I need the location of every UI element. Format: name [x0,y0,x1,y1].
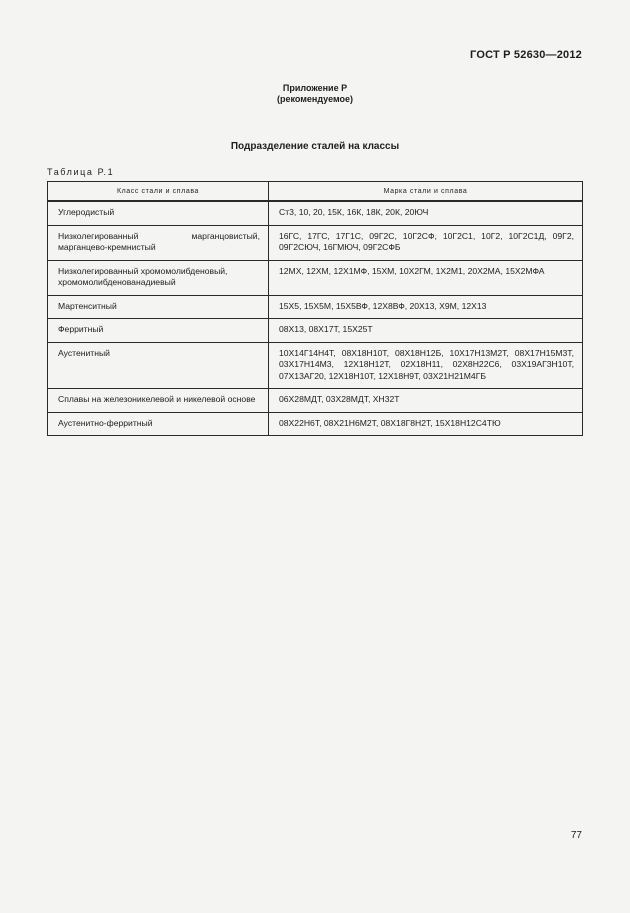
steel-grades-cell: 08Х22Н6Т, 08Х21Н6М2Т, 08Х18Г8Н2Т, 15Х18Н12С4ТЮ [269,412,583,436]
table-row [48,342,583,389]
steel-class-cell: Низколегированный хромомолибденовый, хромомолибденованадиевый [48,260,269,295]
table-header-row [48,182,583,202]
steel-grades-cell: 06Х28МДТ, 03Х28МДТ, ХН32Т [269,389,583,413]
table-row [48,295,583,319]
table-row [48,412,583,436]
steel-grades-cell: 08Х13, 08Х17Т, 15Х25Т [269,319,583,343]
section-title: Подразделение сталей на классы [230,141,400,152]
standard-number: ГОСТ Р 52630—2012 [470,49,582,61]
table-row [48,201,583,225]
steel-class-cell: Мартенситный [48,295,269,319]
appendix-title: Приложение Р [282,83,348,93]
steel-class-cell: Аустенитно-ферритный [48,412,269,436]
steel-classes-table [47,181,583,436]
steel-grades-cell: Ст3, 10, 20, 15К, 16К, 18К, 20К, 20ЮЧ [269,201,583,225]
page-number: 77 [570,830,582,841]
table-row [48,319,583,343]
column-header-class: Класс стали и сплава [48,182,269,202]
steel-class-cell: Аустенитный [48,342,269,389]
steel-grades-cell: 16ГС, 17ГС, 17Г1С, 09Г2С, 10Г2СФ, 10Г2С1, 10Г2, 10Г2С1Д, 09Г2, 09Г2СЮЧ, 16ГМЮЧ, 09Г2СФБ [269,225,583,260]
steel-grades-cell: 15Х5, 15Х5М, 15Х5ВФ, 12Х8ВФ, 20Х13, Х9М, 12Х13 [269,295,583,319]
column-header-grade: Марка стали и сплава [269,182,583,202]
appendix-heading [0,83,630,105]
table-caption: Таблица Р.1 [47,167,115,177]
steel-class-cell: Сплавы на железоникелевой и никелевой основе [48,389,269,413]
appendix-subtitle: (рекомендуемое) [277,94,353,104]
steel-class-cell: Ферритный [48,319,269,343]
steel-grades-cell: 12МХ, 12ХМ, 12Х1МФ, 15ХМ, 10Х2ГМ, 1Х2М1, 20Х2МА, 15Х2МФА [269,260,583,295]
table-row [48,225,583,260]
table-row [48,389,583,413]
steel-class-cell: Низколегированный марганцовистый, марганцево-кремнистый [48,225,269,260]
table-row [48,260,583,295]
steel-class-cell: Углеродистый [48,201,269,225]
steel-grades-cell: 10Х14Г14Н4Т, 08Х18Н10Т, 08Х18Н12Б, 10Х17Н13М2Т, 08Х17Н15М3Т, 03Х17Н14М3, 12Х18Н12Т, 02Х18Н11, 02Х8Н22С6, 03Х19АГ3Н10Т, 07Х13АГ20, 12Х18Н10Т, 12Х18Н9Т, 03Х21Н21М4ГБ [269,342,583,389]
